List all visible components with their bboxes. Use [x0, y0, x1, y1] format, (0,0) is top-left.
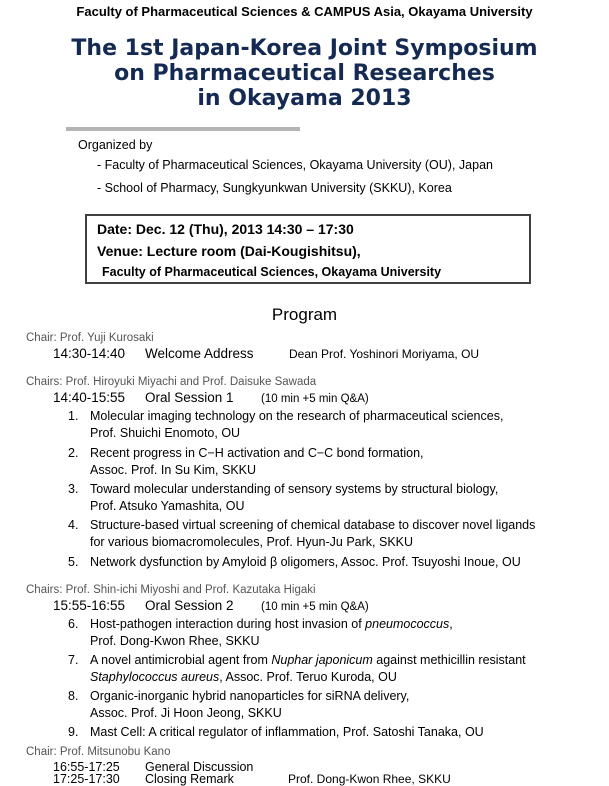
title-line-3: in Okayama 2013: [197, 86, 412, 111]
talk-title: Toward molecular understanding of sensory systems by structural biology,: [90, 482, 499, 496]
oral-session-2-note: (10 min +5 min Q&A): [261, 601, 369, 613]
talk-7-line-2: [90, 670, 397, 684]
talk-2-speaker: Assoc. Prof. In Su Kim, SKKU: [90, 463, 257, 477]
talk-number: 3.: [68, 482, 79, 496]
talk-number: 7.: [68, 653, 79, 667]
oral-session-1-row: [53, 390, 369, 405]
talk-number: 9.: [68, 725, 79, 739]
talk-number: 6.: [68, 617, 79, 631]
oral-session-1-title: Oral Session 1: [145, 390, 234, 405]
talk-title-part: ,: [449, 617, 453, 631]
talk-number: 5.: [68, 555, 79, 569]
talk-title: Structure-based virtual screening of chemical database to discover novel ligands: [90, 518, 536, 532]
closing-remark-row: [53, 772, 451, 786]
title-line-1: The 1st Japan-Korea Joint Symposium: [71, 36, 538, 61]
welcome-row: [53, 346, 479, 361]
discussion-time: 16:55-17:25: [53, 760, 120, 774]
event-venue: Venue: Lecture room (Dai-Kougishitsu),: [97, 243, 361, 259]
chair-oral-session-2: Chairs: Prof. Shin-ichi Miyoshi and Prof. Kazutaka Higaki: [26, 584, 316, 596]
talk-8-speaker: Assoc. Prof. Ji Hoon Jeong, SKKU: [90, 706, 282, 720]
oral-session-2-title: Oral Session 2: [145, 598, 234, 613]
talk-number: 8.: [68, 689, 79, 703]
talk-number: 2.: [68, 446, 79, 460]
symposium-title: [0, 36, 609, 111]
talk-1-speaker: Prof. Shuichi Enomoto, OU: [90, 426, 241, 440]
talk-title-part: against methicillin resistant: [372, 653, 526, 667]
chair-oral-session-1: Chairs: Prof. Hiroyuki Miyachi and Prof. Daisuke Sawada: [26, 376, 317, 388]
organizer-ou: - Faculty of Pharmaceutical Sciences, Okayama University (OU), Japan: [97, 158, 493, 172]
talk-number: 4.: [68, 518, 79, 532]
welcome-title: Welcome Address: [145, 346, 254, 361]
oral-session-1-note: (10 min +5 min Q&A): [261, 393, 369, 405]
discussion-title: General Discussion: [145, 760, 254, 774]
oral-session-2-time: 15:55-16:55: [53, 598, 126, 613]
talk-1: [68, 409, 503, 423]
talk-5: [68, 555, 521, 569]
divider: [66, 127, 300, 131]
talk-title-part: A novel antimicrobial agent from: [90, 653, 272, 667]
closing-time: 17:25-17:30: [53, 772, 120, 786]
talk-title: Molecular imaging technology on the research of pharmaceutical sciences,: [90, 409, 504, 423]
talk-title-part: Host-pathogen interaction during host invasion of: [90, 617, 366, 631]
closing-speaker: Prof. Dong-Kwon Rhee, SKKU: [288, 772, 451, 786]
talk-speaker: , Assoc. Prof. Teruo Kuroda, OU: [219, 670, 397, 684]
talk-number: 1.: [68, 409, 79, 423]
title-line-2: on Pharmaceutical Researches: [114, 61, 495, 86]
talk-title: Mast Cell: A critical regulator of inflammation, Prof. Satoshi Tanaka, OU: [90, 725, 484, 739]
talk-3: [68, 482, 498, 496]
event-date: Date: Dec. 12 (Thu), 2013 14:30 – 17:30: [97, 221, 354, 237]
talk-9: [68, 725, 484, 739]
talk-3-speaker: Prof. Atsuko Yamashita, OU: [90, 499, 245, 513]
chair-closing: Chair: Prof. Mitsunobu Kano: [26, 746, 171, 758]
talk-4: [68, 518, 535, 532]
talk-2: [68, 446, 424, 460]
organized-by-label: Organized by: [78, 138, 153, 152]
welcome-time: 14:30-14:40: [53, 346, 126, 361]
chair-welcome: Chair: Prof. Yuji Kurosaki: [26, 332, 154, 344]
talk-title: Organic-inorganic hybrid nanoparticles for siRNA delivery,: [90, 689, 410, 703]
talk-7: [68, 653, 526, 667]
talk-title-italic: Nuphar japonicum: [271, 653, 373, 667]
talk-title: Network dysfunction by Amyloid β oligomers, Assoc. Prof. Tsuyoshi Inoue, OU: [90, 555, 521, 569]
welcome-speaker: Dean Prof. Yoshinori Moriyama, OU: [289, 347, 480, 361]
talk-title: Recent progress in C−H activation and C−C bond formation,: [90, 446, 424, 460]
talk-6: [68, 617, 453, 631]
oral-session-2-row: [53, 598, 369, 613]
program-heading: Program: [271, 305, 338, 324]
talk-6-speaker: Prof. Dong-Kwon Rhee, SKKU: [90, 634, 260, 648]
closing-title: Closing Remark: [145, 772, 234, 786]
talk-8: [68, 689, 409, 703]
oral-session-1-time: 14:40-15:55: [53, 390, 126, 405]
talk-title-italic: pneumococcus: [365, 617, 450, 631]
organizer-skku: - School of Pharmacy, Sungkyunkwan University (SKKU), Korea: [97, 181, 452, 195]
header-affiliation: Faculty of Pharmaceutical Sciences & CAMPUS Asia, Okayama University: [76, 4, 533, 19]
talk-4-speaker: for various biomacromolecules, Prof. Hyun-Ju Park, SKKU: [90, 535, 414, 549]
event-faculty: Faculty of Pharmaceutical Sciences, Okayama University: [102, 265, 442, 279]
talk-title-italic: Staphylococcus aureus: [90, 670, 220, 684]
